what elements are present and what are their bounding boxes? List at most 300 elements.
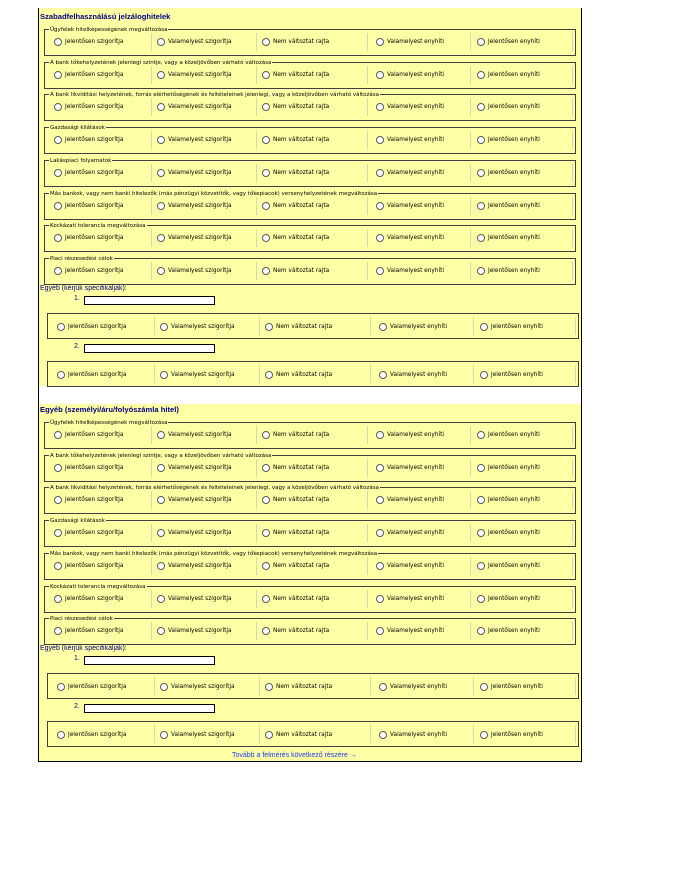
radio-option[interactable] — [477, 70, 540, 80]
radio-option[interactable] — [160, 370, 235, 380]
radio-option[interactable] — [477, 266, 540, 276]
radio-option-label: Jelentősen szigorítja — [68, 683, 127, 690]
radio-button[interactable] — [157, 169, 165, 177]
radio-button[interactable] — [265, 683, 273, 691]
radio-option[interactable] — [262, 626, 329, 636]
radio-button[interactable] — [262, 627, 270, 635]
radio-button[interactable] — [262, 103, 270, 111]
factor-label: Más bankok, vagy nem banki hitelezők (más pénzügyi közvetítők, vagy tőkepiacok) versenyhelyzetének megváltozása — [50, 190, 378, 197]
radio-option[interactable] — [379, 682, 447, 692]
radio-button[interactable] — [477, 38, 485, 46]
radio-button[interactable] — [262, 464, 270, 472]
option-divider — [151, 590, 152, 608]
radio-option[interactable] — [262, 430, 329, 440]
radio-button[interactable] — [262, 562, 270, 570]
radio-option[interactable] — [376, 135, 444, 145]
radio-option[interactable] — [262, 266, 329, 276]
radio-button[interactable] — [54, 136, 62, 144]
radio-button[interactable] — [376, 431, 384, 439]
radio-option[interactable] — [376, 463, 444, 473]
radio-button[interactable] — [54, 38, 62, 46]
radio-button[interactable] — [157, 202, 165, 210]
radio-option[interactable] — [157, 594, 232, 604]
radio-option[interactable] — [379, 730, 447, 740]
radio-option[interactable] — [376, 430, 444, 440]
radio-button[interactable] — [157, 234, 165, 242]
option-divider — [572, 197, 573, 215]
radio-button[interactable] — [157, 496, 165, 504]
radio-option[interactable] — [57, 322, 126, 332]
radio-button[interactable] — [160, 323, 168, 331]
radio-button[interactable] — [54, 595, 62, 603]
radio-option[interactable] — [157, 463, 232, 473]
radio-option-label: Jelentősen szigorítja — [65, 39, 124, 45]
radio-option[interactable] — [477, 102, 540, 112]
radio-option[interactable] — [477, 561, 540, 571]
radio-option[interactable] — [57, 682, 126, 692]
radio-option[interactable] — [262, 594, 329, 604]
radio-option[interactable] — [160, 730, 235, 740]
radio-button[interactable] — [262, 431, 270, 439]
radio-option-label: Valamelyest enyhíti — [387, 71, 445, 78]
radio-option-label: Nem változtat rajta — [273, 562, 330, 569]
radio-option[interactable] — [379, 322, 447, 332]
radio-option-label: Jelentősen szigorítja — [65, 137, 124, 144]
radio-button[interactable] — [262, 234, 270, 242]
radio-button[interactable] — [477, 169, 485, 177]
factor-group — [44, 29, 576, 56]
radio-button[interactable] — [262, 71, 270, 79]
option-divider — [154, 725, 155, 743]
radio-option[interactable] — [376, 168, 444, 178]
option-divider — [572, 426, 573, 444]
radio-option[interactable] — [57, 370, 126, 380]
radio-option-label: Jelentősen enyhíti — [488, 39, 540, 45]
radio-option[interactable] — [480, 322, 543, 332]
radio-button[interactable] — [477, 202, 485, 210]
radio-button[interactable] — [157, 431, 165, 439]
radio-option[interactable] — [54, 266, 123, 276]
radio-option-label: Nem változtat rajta — [273, 432, 330, 438]
radio-option-label: Jelentősen enyhíti — [488, 628, 540, 635]
radio-button[interactable] — [54, 202, 62, 210]
radio-button[interactable] — [54, 234, 62, 242]
radio-option-label: Nem változtat rajta — [276, 323, 333, 330]
radio-option[interactable] — [54, 70, 123, 80]
radio-option[interactable] — [477, 135, 540, 145]
option-divider — [370, 317, 371, 335]
option-divider — [259, 317, 260, 335]
radio-option[interactable] — [157, 233, 232, 243]
radio-option[interactable] — [376, 594, 444, 604]
option-divider — [572, 459, 573, 477]
radio-button[interactable] — [477, 496, 485, 504]
radio-option[interactable] — [262, 201, 329, 211]
option-divider — [256, 164, 257, 182]
option-divider — [470, 229, 471, 247]
radio-option[interactable] — [477, 463, 540, 473]
radio-option-label: Nem változtat rajta — [276, 683, 333, 690]
option-divider — [256, 426, 257, 444]
radio-option[interactable] — [157, 102, 232, 112]
radio-button[interactable] — [54, 627, 62, 635]
other-specify-input[interactable] — [84, 344, 215, 353]
radio-option[interactable] — [477, 233, 540, 243]
radio-option[interactable] — [477, 201, 540, 211]
factor-label: A bank tőkehelyzetének jelenlegi szintje, vagy a közeljövőben várható változása — [50, 452, 272, 459]
radio-button[interactable] — [157, 103, 165, 111]
radio-button[interactable] — [54, 169, 62, 177]
radio-button[interactable] — [376, 234, 384, 242]
other-rating-group — [47, 361, 579, 387]
radio-button[interactable] — [376, 103, 384, 111]
radio-option[interactable] — [157, 430, 232, 440]
radio-button[interactable] — [477, 103, 485, 111]
option-divider — [470, 164, 471, 182]
option-divider — [572, 524, 573, 542]
radio-button[interactable] — [376, 562, 384, 570]
radio-button[interactable] — [376, 267, 384, 275]
radio-option[interactable] — [54, 201, 123, 211]
option-divider — [575, 317, 576, 335]
factor-group — [44, 225, 576, 252]
radio-button[interactable] — [262, 496, 270, 504]
radio-option[interactable] — [262, 561, 329, 571]
option-divider — [572, 622, 573, 640]
radio-button[interactable] — [157, 627, 165, 635]
radio-button[interactable] — [57, 371, 65, 379]
radio-button[interactable] — [54, 103, 62, 111]
factor-group — [44, 550, 576, 580]
option-divider — [154, 317, 155, 335]
radio-button[interactable] — [379, 371, 387, 379]
radio-option-label: Valamelyest szigorítja — [168, 628, 232, 635]
factor-label: Ügyfelek hitelképességének megváltozása — [50, 27, 168, 33]
radio-option[interactable] — [262, 102, 329, 112]
radio-option-label: Jelentősen szigorítja — [68, 371, 127, 378]
option-divider — [256, 524, 257, 542]
radio-option[interactable] — [477, 430, 540, 440]
radio-option[interactable] — [376, 561, 444, 571]
radio-option[interactable] — [54, 233, 123, 243]
radio-option-label: Jelentősen enyhíti — [491, 683, 543, 690]
radio-option[interactable] — [157, 266, 232, 276]
option-divider — [256, 491, 257, 509]
radio-button[interactable] — [477, 431, 485, 439]
radio-button[interactable] — [265, 371, 273, 379]
radio-option[interactable] — [477, 37, 540, 47]
radio-button[interactable] — [477, 627, 485, 635]
factor-group — [44, 452, 576, 482]
radio-button[interactable] — [265, 323, 273, 331]
radio-button[interactable] — [157, 529, 165, 537]
radio-option[interactable] — [376, 102, 444, 112]
radio-option[interactable] — [376, 37, 444, 47]
radio-option[interactable] — [262, 495, 329, 505]
radio-button[interactable] — [379, 683, 387, 691]
radio-button[interactable] — [54, 529, 62, 537]
other-item-number: 2. — [74, 702, 80, 710]
option-divider — [572, 131, 573, 149]
option-divider — [256, 557, 257, 575]
radio-button[interactable] — [160, 731, 168, 739]
radio-option[interactable] — [57, 730, 126, 740]
option-divider — [259, 365, 260, 383]
radio-button[interactable] — [480, 683, 488, 691]
factor-group — [44, 618, 576, 645]
radio-option-label: Jelentősen enyhíti — [488, 432, 540, 438]
radio-option[interactable] — [376, 528, 444, 538]
radio-option[interactable] — [54, 102, 123, 112]
radio-option-label: Valamelyest szigorítja — [168, 39, 232, 45]
radio-option[interactable] — [477, 594, 540, 604]
option-divider — [151, 622, 152, 640]
radio-button[interactable] — [376, 627, 384, 635]
radio-option-label: Valamelyest szigorítja — [168, 562, 232, 569]
radio-button[interactable] — [157, 136, 165, 144]
radio-button[interactable] — [262, 529, 270, 537]
option-divider — [154, 677, 155, 695]
radio-option[interactable] — [265, 682, 332, 692]
radio-option[interactable] — [480, 370, 543, 380]
radio-button[interactable] — [262, 38, 270, 46]
radio-option-label: Jelentősen szigorítja — [65, 235, 124, 242]
radio-option[interactable] — [157, 495, 232, 505]
radio-option[interactable] — [376, 626, 444, 636]
option-divider — [572, 262, 573, 280]
option-divider — [151, 491, 152, 509]
option-divider — [572, 557, 573, 575]
radio-option[interactable] — [265, 322, 332, 332]
radio-button[interactable] — [376, 496, 384, 504]
radio-option-label: Valamelyest enyhíti — [390, 323, 448, 330]
radio-option[interactable] — [262, 135, 329, 145]
radio-button[interactable] — [57, 323, 65, 331]
radio-button[interactable] — [160, 371, 168, 379]
option-divider — [572, 66, 573, 84]
radio-button[interactable] — [376, 136, 384, 144]
radio-option-label: Valamelyest szigorítja — [168, 530, 232, 537]
radio-option[interactable] — [157, 201, 232, 211]
radio-option[interactable] — [262, 463, 329, 473]
radio-option[interactable] — [54, 168, 123, 178]
radio-button[interactable] — [262, 267, 270, 275]
radio-option[interactable] — [477, 528, 540, 538]
radio-button[interactable] — [262, 202, 270, 210]
radio-button[interactable] — [376, 595, 384, 603]
radio-option[interactable] — [477, 168, 540, 178]
option-divider — [367, 131, 368, 149]
radio-option[interactable] — [376, 201, 444, 211]
radio-option-label: Jelentősen enyhíti — [488, 137, 540, 144]
radio-option[interactable] — [54, 594, 123, 604]
radio-option[interactable] — [262, 37, 329, 47]
radio-option[interactable] — [157, 70, 232, 80]
radio-option[interactable] — [157, 37, 232, 47]
radio-button[interactable] — [262, 595, 270, 603]
factor-label: A bank likviditási helyzetének, forrás elérhetőségének és feltételeinek jelenlegi, vagy a közeljövőben várható változása — [50, 485, 380, 492]
radio-option[interactable] — [54, 528, 123, 538]
radio-option-label: Valamelyest enyhíti — [390, 371, 448, 378]
option-divider — [256, 98, 257, 116]
radio-button[interactable] — [265, 731, 273, 739]
radio-option-label: Jelentősen szigorítja — [65, 267, 124, 274]
radio-button[interactable] — [54, 267, 62, 275]
radio-option[interactable] — [480, 730, 543, 740]
other-specify-label: Egyéb (kérjük specifikálják): — [40, 644, 127, 652]
radio-option[interactable] — [54, 495, 123, 505]
radio-option[interactable] — [54, 626, 123, 636]
radio-option[interactable] — [262, 168, 329, 178]
radio-option-label: Valamelyest enyhíti — [387, 39, 445, 45]
radio-button[interactable] — [376, 464, 384, 472]
radio-option-label: Valamelyest szigorítja — [168, 137, 232, 144]
option-divider — [370, 725, 371, 743]
radio-option[interactable] — [262, 233, 329, 243]
radio-button[interactable] — [477, 267, 485, 275]
radio-option[interactable] — [160, 322, 235, 332]
radio-button[interactable] — [262, 136, 270, 144]
option-divider — [470, 557, 471, 575]
radio-option-label: Nem változtat rajta — [273, 202, 330, 209]
radio-option-label: Nem változtat rajta — [273, 267, 330, 274]
radio-option-label: Jelentősen enyhíti — [488, 71, 540, 78]
radio-button[interactable] — [54, 431, 62, 439]
factor-label: A bank tőkehelyzetének jelenlegi szintje, vagy a közeljövőben várható változása — [50, 59, 272, 66]
option-divider — [575, 677, 576, 695]
radio-option-label: Jelentősen enyhíti — [491, 371, 543, 378]
option-divider — [470, 426, 471, 444]
radio-option[interactable] — [376, 233, 444, 243]
radio-option-label: Jelentősen szigorítja — [68, 323, 127, 330]
radio-option-label: Nem változtat rajta — [273, 464, 330, 471]
factor-group — [44, 422, 576, 449]
radio-button[interactable] — [477, 562, 485, 570]
radio-option[interactable] — [157, 168, 232, 178]
radio-option-label: Valamelyest szigorítja — [168, 432, 232, 438]
radio-option[interactable] — [54, 135, 123, 145]
radio-option[interactable] — [480, 682, 543, 692]
radio-option[interactable] — [262, 70, 329, 80]
radio-option[interactable] — [54, 561, 123, 571]
radio-button[interactable] — [262, 169, 270, 177]
radio-option-label: Valamelyest szigorítja — [168, 169, 232, 176]
option-divider — [367, 164, 368, 182]
option-divider — [367, 622, 368, 640]
radio-option[interactable] — [157, 561, 232, 571]
radio-option[interactable] — [477, 495, 540, 505]
option-divider — [367, 590, 368, 608]
radio-option[interactable] — [54, 37, 123, 47]
option-divider — [256, 590, 257, 608]
radio-button[interactable] — [376, 169, 384, 177]
radio-button[interactable] — [379, 323, 387, 331]
radio-button[interactable] — [376, 202, 384, 210]
radio-option[interactable] — [477, 626, 540, 636]
factor-label: Kockázati tolerancia megváltozása — [50, 223, 146, 230]
radio-option[interactable] — [379, 370, 447, 380]
radio-button[interactable] — [54, 71, 62, 79]
radio-button[interactable] — [157, 267, 165, 275]
radio-option[interactable] — [157, 135, 232, 145]
radio-button[interactable] — [157, 464, 165, 472]
radio-button[interactable] — [376, 71, 384, 79]
radio-button[interactable] — [477, 464, 485, 472]
option-divider — [154, 365, 155, 383]
option-divider — [470, 524, 471, 542]
radio-option[interactable] — [262, 528, 329, 538]
radio-option[interactable] — [265, 370, 332, 380]
radio-option[interactable] — [54, 463, 123, 473]
factor-group — [44, 59, 576, 89]
radio-option[interactable] — [376, 70, 444, 80]
radio-option-label: Valamelyest szigorítja — [171, 731, 235, 738]
radio-option-label: Nem változtat rajta — [273, 169, 330, 176]
radio-option[interactable] — [265, 730, 332, 740]
option-divider — [470, 459, 471, 477]
radio-button[interactable] — [54, 464, 62, 472]
radio-button[interactable] — [379, 731, 387, 739]
option-divider — [367, 229, 368, 247]
radio-button[interactable] — [157, 71, 165, 79]
radio-button[interactable] — [477, 234, 485, 242]
radio-option[interactable] — [54, 430, 123, 440]
radio-option-label: Nem változtat rajta — [276, 731, 333, 738]
next-page-link[interactable]: Tovább a felmérés következő részére → — [232, 752, 357, 759]
radio-button[interactable] — [54, 562, 62, 570]
radio-button[interactable] — [477, 71, 485, 79]
radio-button[interactable] — [376, 529, 384, 537]
radio-option[interactable] — [160, 682, 235, 692]
radio-option[interactable] — [157, 528, 232, 538]
radio-button[interactable] — [157, 562, 165, 570]
factor-label: A bank likviditási helyzetének, forrás elérhetőségének és feltételeinek jelenlegi, vagy a közeljövőben várható változása — [50, 92, 380, 99]
radio-button[interactable] — [57, 683, 65, 691]
radio-option-label: Valamelyest szigorítja — [168, 595, 232, 602]
factor-group — [44, 157, 576, 187]
option-divider — [470, 622, 471, 640]
radio-option-label: Jelentősen enyhíti — [488, 562, 540, 569]
radio-button[interactable] — [477, 595, 485, 603]
radio-option[interactable] — [157, 626, 232, 636]
other-specify-input[interactable] — [84, 656, 215, 665]
radio-button[interactable] — [54, 496, 62, 504]
radio-button[interactable] — [477, 136, 485, 144]
radio-button[interactable] — [480, 731, 488, 739]
option-divider — [470, 491, 471, 509]
other-specify-input[interactable] — [84, 704, 215, 713]
radio-button[interactable] — [157, 38, 165, 46]
radio-option-label: Valamelyest enyhíti — [387, 562, 445, 569]
radio-button[interactable] — [480, 371, 488, 379]
other-specify-input[interactable] — [84, 296, 215, 305]
radio-button[interactable] — [160, 683, 168, 691]
radio-option-label: Valamelyest enyhíti — [387, 432, 445, 438]
radio-option-label: Nem változtat rajta — [276, 371, 333, 378]
radio-option[interactable] — [376, 266, 444, 276]
option-divider — [151, 98, 152, 116]
radio-option[interactable] — [376, 495, 444, 505]
radio-option-label: Jelentősen szigorítja — [65, 562, 124, 569]
radio-button[interactable] — [477, 529, 485, 537]
radio-button[interactable] — [480, 323, 488, 331]
radio-button[interactable] — [157, 595, 165, 603]
radio-button[interactable] — [376, 38, 384, 46]
radio-option-label: Valamelyest enyhíti — [387, 628, 445, 635]
option-divider — [470, 131, 471, 149]
option-divider — [470, 262, 471, 280]
radio-button[interactable] — [57, 731, 65, 739]
